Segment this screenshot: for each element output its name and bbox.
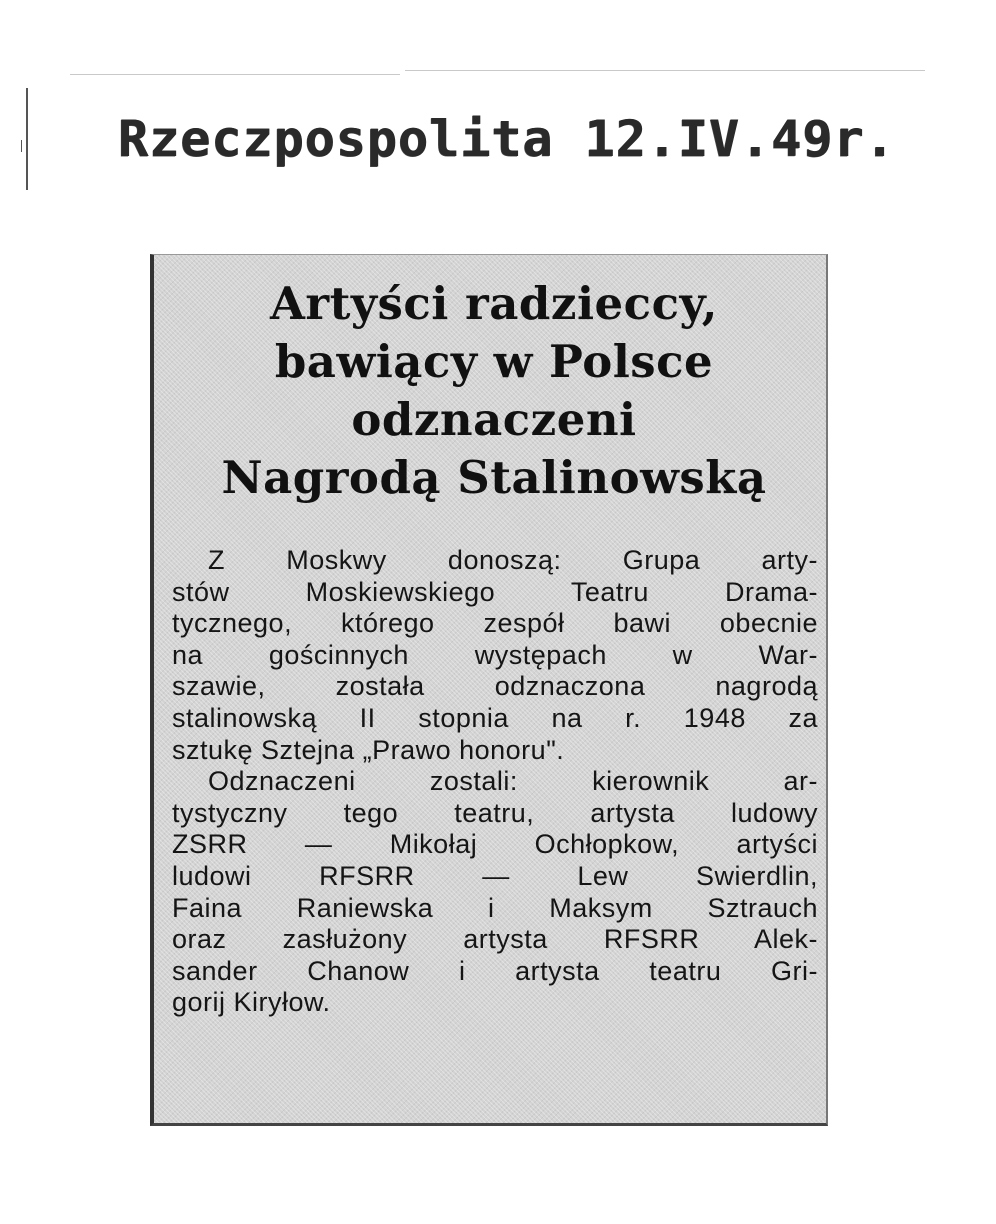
- body-line: na gościnnych występach w War-: [172, 639, 818, 670]
- scan-artifact-line: [405, 70, 925, 71]
- headline-line: bawiący w Polsce: [274, 335, 714, 388]
- headline-line: Nagrodą Stalinowską: [221, 451, 767, 504]
- body-line: szawie, została odznaczona nagrodą: [172, 671, 818, 702]
- body-line: stów Moskiewskiego Teatru Drama-: [172, 576, 818, 607]
- body-line: sander Chanow i artysta teatru Gri-: [172, 955, 818, 986]
- body-line: tycznego, którego zespół bawi obecnie: [172, 608, 818, 639]
- body-line: tystyczny tego teatru, artysta ludowy: [172, 797, 818, 828]
- scan-edge-mark: [26, 88, 28, 190]
- body-line: oraz zasłużony artysta RFSRR Alek-: [172, 924, 818, 955]
- scan-artifact-line: [70, 74, 400, 75]
- article-body: [172, 545, 818, 1019]
- body-line: stalinowską II stopnia na r. 1948 za: [172, 702, 818, 733]
- source-date-header: Rzeczpospolita 12.IV.49r.: [118, 110, 896, 168]
- headline-line: Artyści radzieccy,: [270, 277, 718, 330]
- article-headline: [174, 275, 814, 507]
- body-line: Z Moskwy donoszą: Grupa arty-: [208, 545, 818, 575]
- scan-edge-mark: [21, 140, 22, 152]
- body-line: ZSRR — Mikołaj Ochłopkow, artyści: [172, 829, 818, 860]
- body-line: gorij Kiryłow.: [172, 987, 331, 1018]
- body-line: sztukę Sztejna „Prawo honoru".: [172, 734, 565, 765]
- body-line: Faina Raniewska i Maksym Sztrauch: [172, 892, 818, 923]
- body-line: Odznaczeni zostali: kierownik ar-: [208, 766, 818, 797]
- body-line: ludowi RFSRR — Lew Swierdlin,: [172, 860, 818, 891]
- newspaper-clipping: [150, 254, 828, 1126]
- headline-line: odznaczeni: [351, 393, 637, 446]
